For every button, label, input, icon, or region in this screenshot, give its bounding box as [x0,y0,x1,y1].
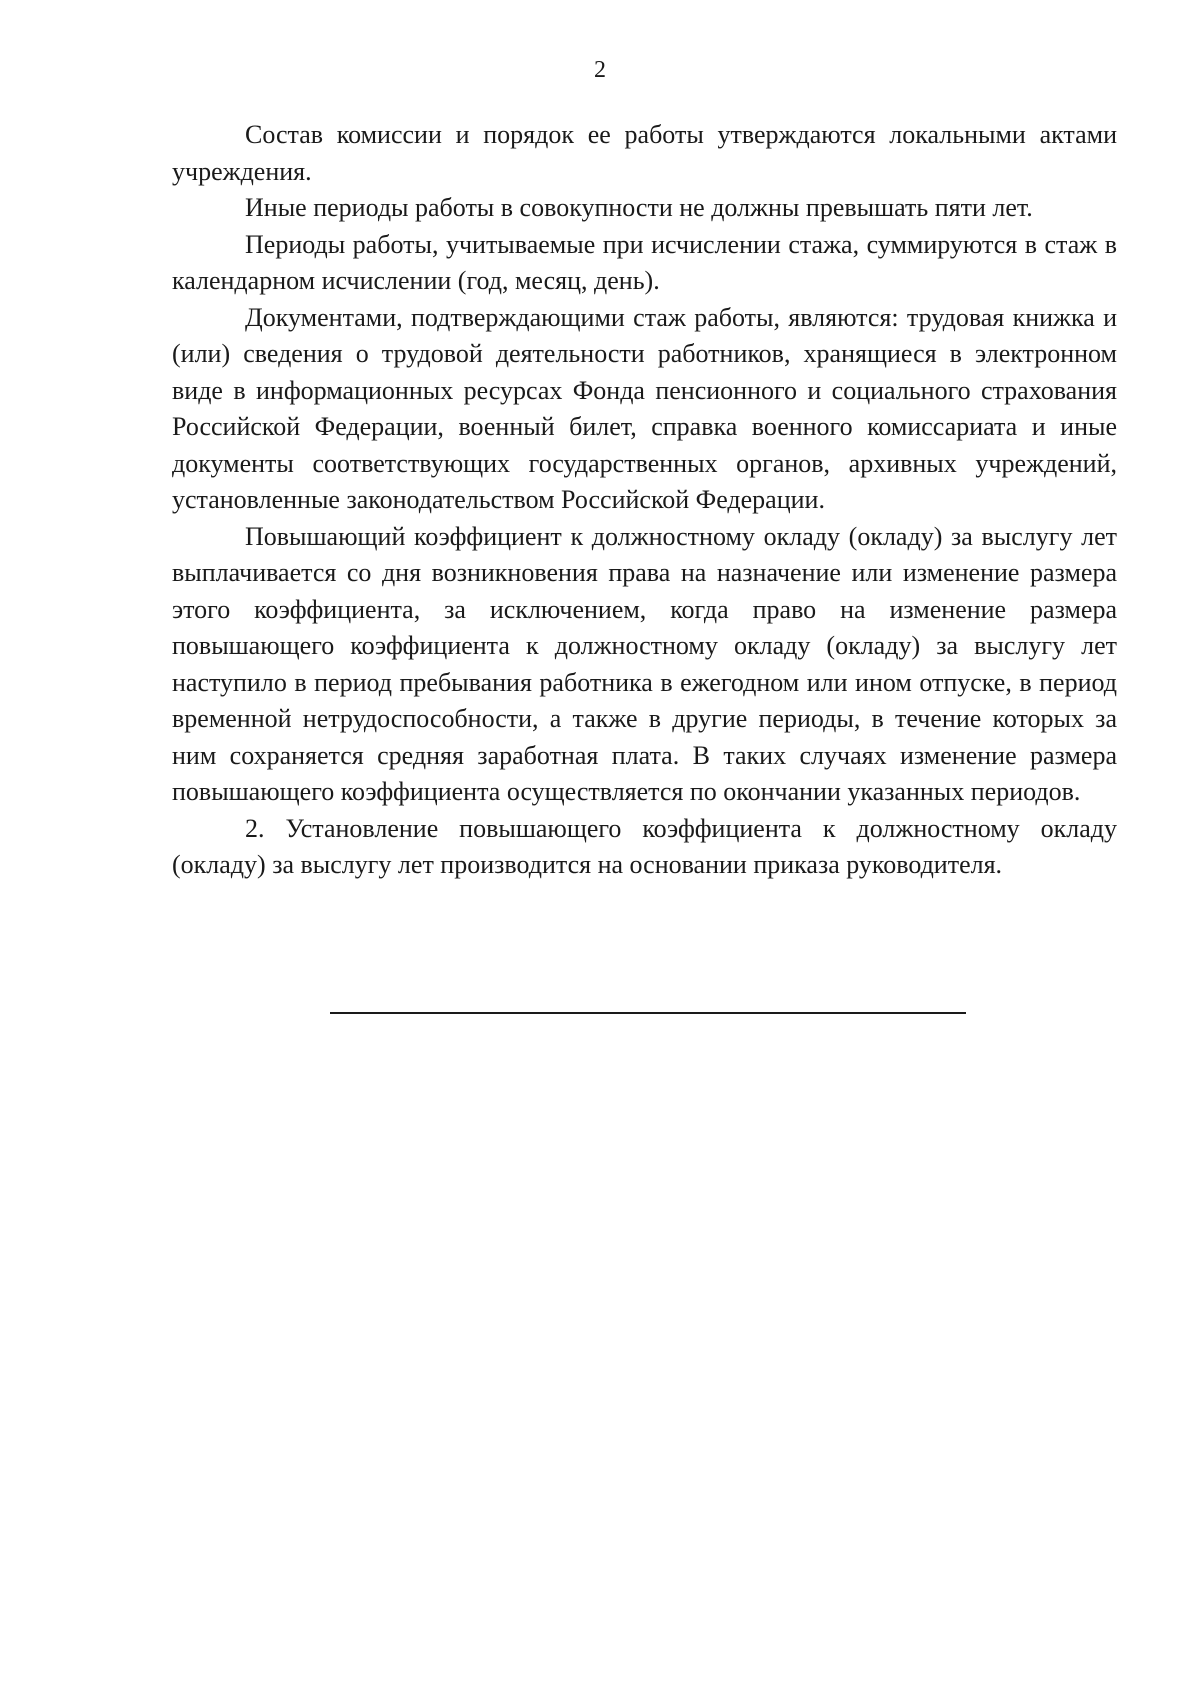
paragraph-coefficient-order: 2. Установление повышающего коэффициента к должностному окладу (окладу) за выслугу лет производится на основании приказа руководителя. [172,813,1117,879]
end-separator-line [330,1012,966,1014]
paragraph-commission: Состав комиссии и порядок ее работы утверждаются локальными актами учреждения. [172,120,1117,186]
document-body [172,117,1117,884]
page-number: 2 [594,57,606,83]
paragraph-other-periods: Иные периоды работы в совокупности не должны превышать пяти лет. [245,193,1033,222]
paragraph-periods-summation: Периоды работы, учитываемые при исчислении стажа, суммируются в стаж в календарном исчислении (год, месяц, день). [172,229,1117,295]
paragraph-coefficient-payment: Повышающий коэффициент к должностному окладу (окладу) за выслугу лет выплачивается со дня возникновения права на назначение или изменение размера этого коэффициента, за исключением, когда право на изменение размера повышающего коэффициента к должностному окладу (окладу) за выслугу лет наступило в период пребывания работника в ежегодном или ином отпуске, в период временной нетрудоспособности, а также в другие периоды, в течение которых за ним сохраняется средняя заработная плата. В таких случаях изменение размера повышающего коэффициента осуществляется по окончании указанных периодов. [172,521,1117,806]
paragraph-documents: Документами, подтверждающими стаж работы, являются: трудовая книжка и (или) сведения о трудовой деятельности работников, хранящиеся в электронном виде в информационных ресурсах Фонда пенсионного и социального страхования Российской Федерации, военный билет, справка военного комиссариата и иные документы соответствующих государственных органов, архивных учреждений, установленные законодательством Российской Федерации. [172,302,1117,514]
